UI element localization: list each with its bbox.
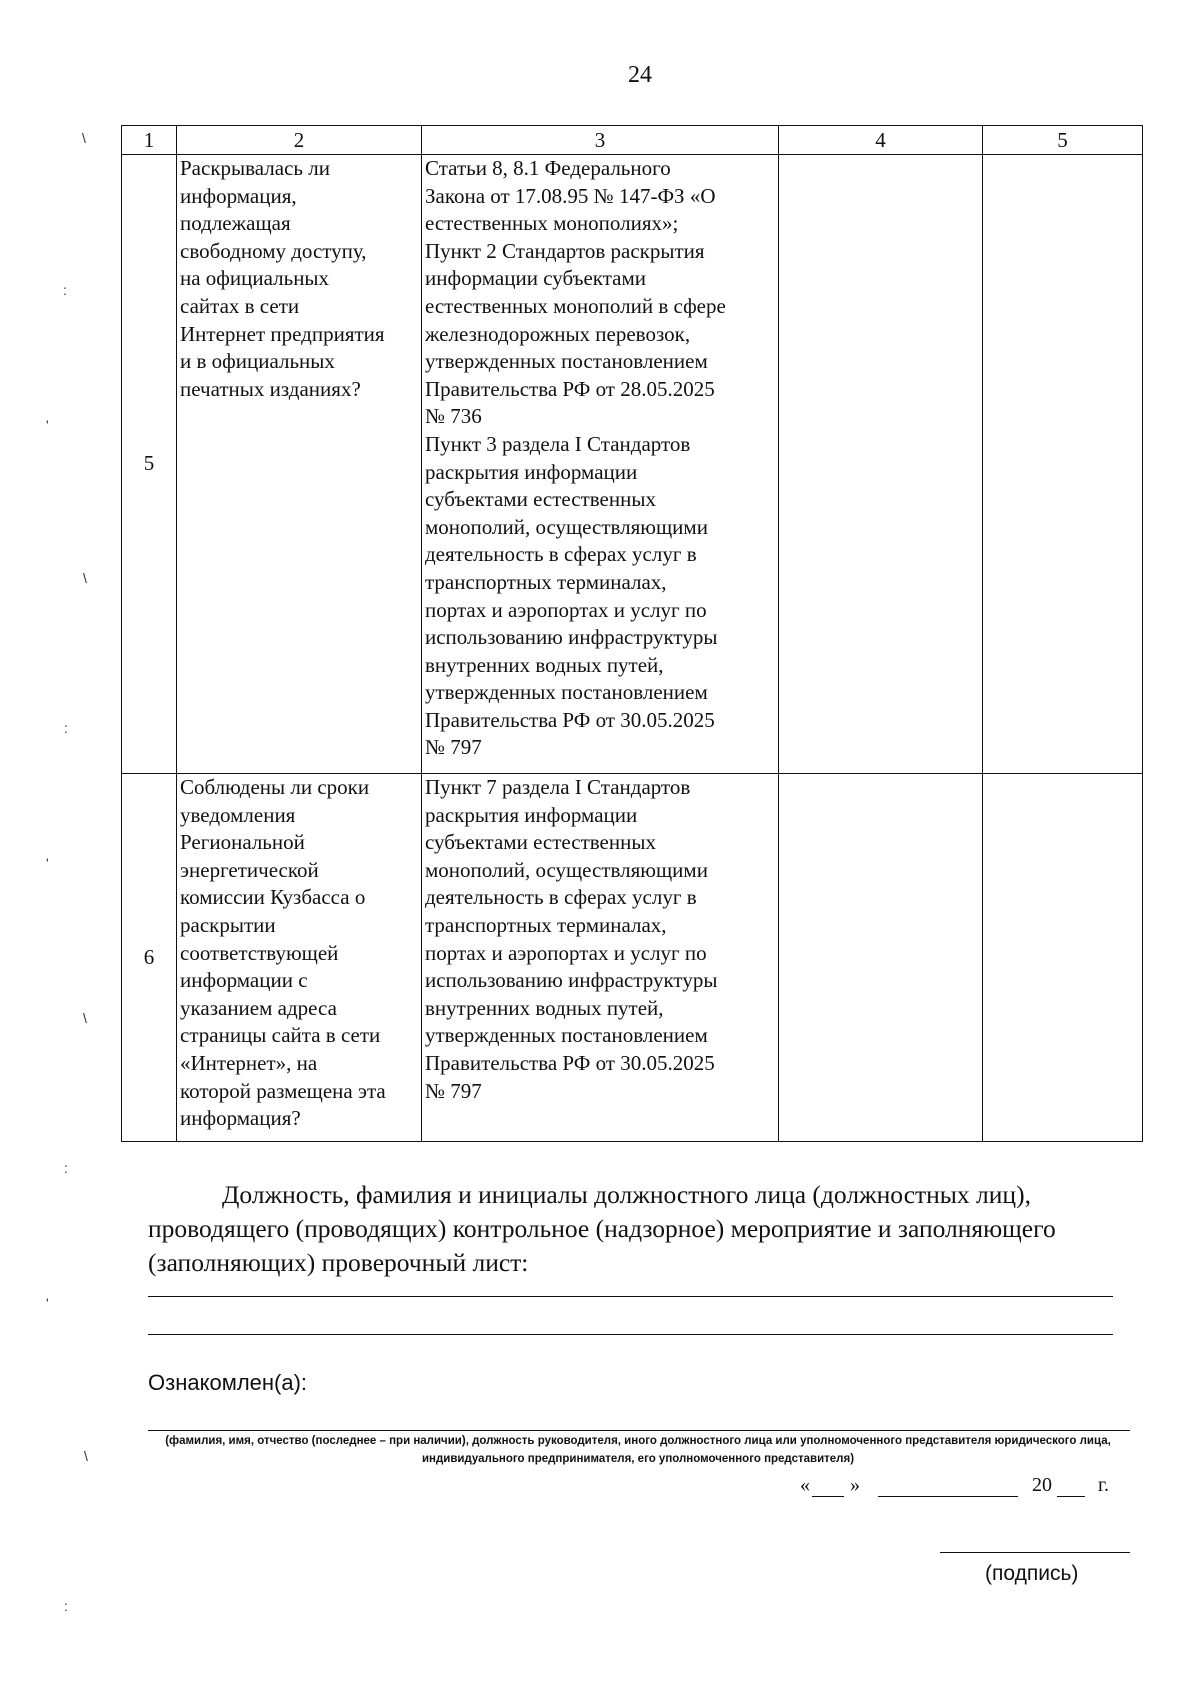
year-blank [1057,1496,1085,1497]
scan-mark: : [64,720,68,736]
row-col4-cell [779,155,983,774]
row-col4-cell [779,774,983,1142]
scan-mark: ' [46,1295,49,1311]
row-reference: Статьи 8, 8.1 Федерального Закона от 17.08.95 № 147-ФЗ «О естественных монополиях»; Пункт 2 Стандартов раскрытия информации субъектами естественных монополий в сфере железнодорожных перевозок, утвержденных постановлением Правительства РФ от 28.05.2025 № 736 Пункт 3 раздела I Стандартов раскрытия информации субъектами естественных монополий, осуществляющими деятельность в сферах услуг в транспортных терминалах, портах и аэропортах и услуг по использованию инфраструктуры внутренних водных путей, утвержденных постановлением Правительства РФ от 30.05.2025 № 797 [422,155,779,774]
signature-line [940,1552,1130,1553]
year-prefix: 20 [1032,1474,1052,1496]
year-suffix: г. [1098,1474,1109,1496]
signature-label: (подпись) [985,1562,1079,1585]
header-col-4: 4 [779,126,983,155]
scan-mark: : [64,1160,68,1176]
row-question: Раскрывалась ли информация, подлежащая свободному доступу, на официальных сайтах в сети Интернет предприятия и в официальных печатных изданиях? [177,155,422,774]
row-question: Соблюдены ли сроки уведомления Региональной энергетической комиссии Кузбасса о раскрытии соответствующей информации с указанием адреса страницы сайта в сети «Интернет», на которой размещена эта информация? [177,774,422,1142]
day-blank [812,1496,844,1497]
checklist-table [121,125,1143,1142]
header-col-2: 2 [177,126,422,155]
table-row [122,155,1143,774]
table-header-row [122,126,1143,155]
header-col-3: 3 [422,126,779,155]
official-paragraph [148,1178,1128,1280]
official-name-line-2 [148,1334,1113,1335]
official-name-line-1 [148,1296,1113,1297]
date-close-quote: » [850,1474,860,1496]
row-number: 5 [122,155,177,774]
acknowledged-name-line [148,1430,1130,1431]
acknowledged-label: Ознакомлен(а): [148,1370,308,1395]
scan-mark: \ [83,570,87,586]
scan-mark: ' [46,855,49,871]
row-reference: Пункт 7 раздела I Стандартов раскрытия информации субъектами естественных монополий, осуществляющими деятельность в сферах услуг в транспортных терминалах, портах и аэропортах и услуг по использованию инфраструктуры внутренних водных путей, утвержденных постановлением Правительства РФ от 30.05.2025 № 797 [422,774,779,1142]
date-open-quote: « [800,1474,810,1496]
scan-mark: \ [84,1448,88,1464]
header-col-1: 1 [122,126,177,155]
scan-mark: ' [46,417,49,433]
scan-mark: \ [83,1010,87,1026]
row-number: 6 [122,774,177,1142]
scan-mark: \ [82,130,86,146]
month-blank [878,1496,1018,1497]
row-col5-cell [983,774,1143,1142]
table-row [122,774,1143,1142]
acknowledged-caption: (фамилия, имя, отчество (последнее – при наличии), должность руководителя, иного должностного лица или уполномоченного представителя юридического лица, индивидуального предпринимателя, его уполномоченного представителя) [165,1435,1111,1465]
scan-mark: : [64,1598,68,1614]
scan-mark: : [63,282,67,298]
page-number: 24 [628,62,652,88]
official-text: Должность, фамилия и инициалы должностного лица (должностных лиц), проводящего (проводящих) контрольное (надзорное) мероприятие и заполняющего (заполняющих) проверочный лист: [148,1180,1056,1277]
row-col5-cell [983,155,1143,774]
header-col-5: 5 [983,126,1143,155]
